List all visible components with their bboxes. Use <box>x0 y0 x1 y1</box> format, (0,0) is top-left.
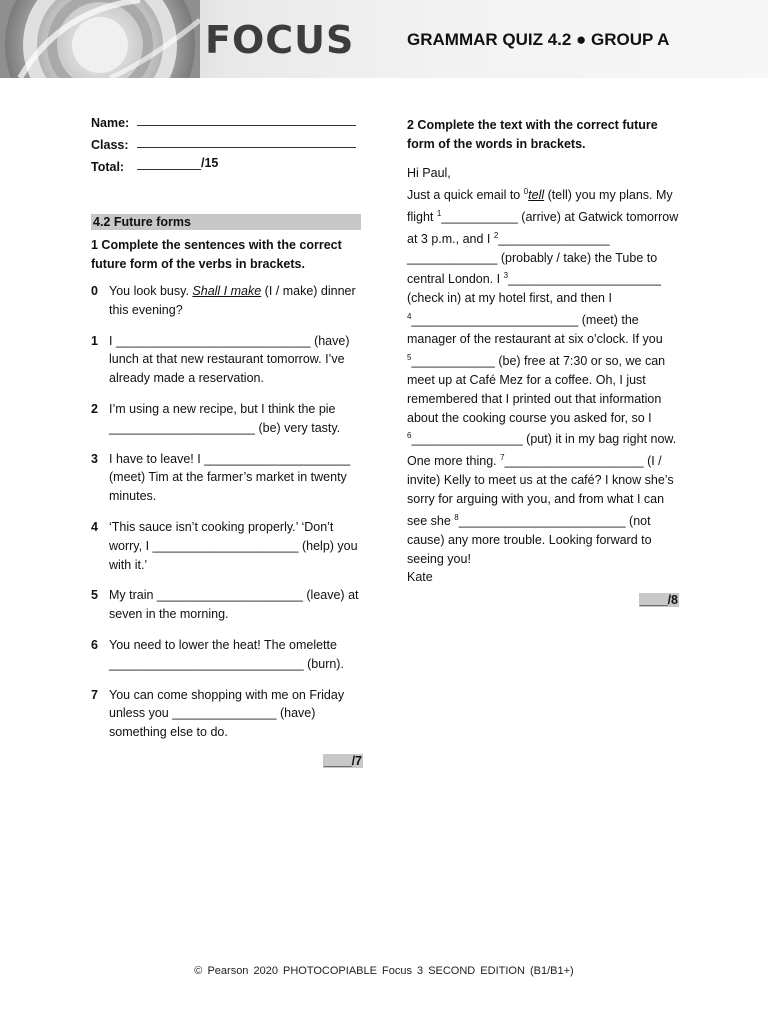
question-number: 3 <box>91 451 98 466</box>
question-text-after: (I / make) dinner this evening? <box>109 284 356 317</box>
header-banner <box>0 0 768 78</box>
left-column <box>91 108 363 768</box>
name-row <box>91 108 363 130</box>
name-label: Name: <box>91 116 130 130</box>
question-text[interactable]: I have to leave! I _____________________ (meet) Tim at the farmer’s market in twenty minutes. <box>109 451 351 504</box>
total-row <box>91 152 363 174</box>
email-text-part: ________________ (put) it in my bag right now. One more thing. <box>407 432 677 469</box>
question-item <box>91 400 363 438</box>
gap-number: 5 <box>407 352 412 362</box>
email-text-part: ________________________ (not cause) any more trouble. Looking forward to seeing you! <box>407 513 652 566</box>
question-text[interactable]: My train _____________________ (leave) at seven in the morning. <box>109 588 359 622</box>
question-text[interactable]: I ____________________________ (have) lunch at that new restaurant tomorrow. I’ve already made a reservation. <box>109 333 350 386</box>
total-label: Total: <box>91 160 125 174</box>
gap-number: 3 <box>503 271 509 281</box>
question-number: 4 <box>91 519 98 534</box>
question-item <box>91 518 363 574</box>
question-text <box>109 282 363 320</box>
section-heading: 4.2 Future forms <box>91 214 361 230</box>
email-text-part: (tell) you my plans. <box>544 187 653 202</box>
gap-number: 1 <box>436 208 442 218</box>
gap-number: 4 <box>407 312 412 322</box>
question-item <box>91 636 363 674</box>
email-text-part: ____________ (be) free at 7:30 or so, we can meet up at Café Mez for a coffee. Oh, I just remembered that I printed out that information about the cooking course you asked for, so I <box>407 354 666 425</box>
total-field[interactable] <box>137 155 201 170</box>
gap-number: 2 <box>493 230 499 240</box>
exercise1-score-value: ____/7 <box>323 753 362 768</box>
question-number: 6 <box>91 637 98 652</box>
gap-number: 7 <box>500 453 505 463</box>
question-item <box>91 450 363 506</box>
email-greeting: Hi Paul, <box>407 166 451 180</box>
question-number: 2 <box>91 401 98 416</box>
right-column <box>407 116 679 610</box>
email-text-part: My flight <box>407 187 673 224</box>
question-text[interactable]: I’m using a new recipe, but I think the pie _____________________ (be) very tasty. <box>109 401 341 435</box>
gap-number: 6 <box>407 431 412 441</box>
total-suffix: /15 <box>201 156 219 170</box>
question-item <box>91 686 363 742</box>
question-number: 5 <box>91 588 98 603</box>
email-body <box>407 183 679 569</box>
question-number: 1 <box>91 333 98 348</box>
swirl-graphic-icon <box>0 0 200 78</box>
page-footer: © Pearson 2020 PHOTOCOPIABLE Focus 3 SECOND EDITION (B1/B1+) <box>194 965 574 977</box>
question-text[interactable]: You can come shopping with me on Friday unless you _______________ (have) something else to do. <box>109 687 345 740</box>
question-item <box>91 332 363 388</box>
example-answer: tell <box>528 187 545 202</box>
question-number: 7 <box>91 687 98 702</box>
email-text-part: ________________________ (meet) the manager of the restaurant at six o’clock. If you <box>407 313 663 347</box>
class-label: Class: <box>91 138 129 152</box>
quiz-title: GRAMMAR QUIZ 4.2 ● GROUP A <box>407 30 670 49</box>
email-text-part: ____________________ (I / invite) Kelly to meet us at the café? I know she’s sorry for arguing with you, and from what I can see she <box>407 454 674 528</box>
class-field[interactable] <box>137 133 356 148</box>
name-field[interactable] <box>137 111 356 126</box>
exercise1-instruction: 1 Complete the sentences with the correct future form of the verbs in brackets. <box>91 238 342 271</box>
question-item <box>91 282 363 320</box>
email-text-part: ________________ _____________ (probably / take) the Tube to central London. I <box>407 231 658 287</box>
exercise1-score <box>91 754 363 768</box>
question-text-before: You look busy. <box>109 284 193 298</box>
exercise2-score <box>407 591 679 610</box>
email-text-part: Just a quick email to <box>407 187 524 202</box>
exercise1-list <box>91 282 363 742</box>
question-text[interactable]: ‘This sauce isn’t cooking properly.’ ‘Don’t worry, I _____________________ (help) you with it.’ <box>109 519 358 572</box>
question-number: 0 <box>91 284 98 298</box>
gap-number: 8 <box>454 512 459 522</box>
question-item <box>91 586 363 624</box>
gap-number: 0 <box>523 186 529 196</box>
exercise2-score-value: ____/8 <box>639 593 678 608</box>
email-signoff: Kate <box>407 570 433 585</box>
email-text-part: ___________ (arrive) at Gatwick tomorrow at 3 p.m., and I <box>407 209 679 246</box>
example-answer: Shall I make <box>192 284 262 298</box>
class-row <box>91 130 363 152</box>
email-text-part: ______________________ (check in) at my hotel first, and then I <box>407 272 662 306</box>
email-text[interactable] <box>407 164 679 587</box>
question-text[interactable]: You need to lower the heat! The omelette ____________________________ (burn). <box>109 637 344 671</box>
exercise2-instruction: 2 Complete the text with the correct future form of the words in brackets. <box>407 118 658 151</box>
focus-logo: FOCUS <box>205 18 355 62</box>
